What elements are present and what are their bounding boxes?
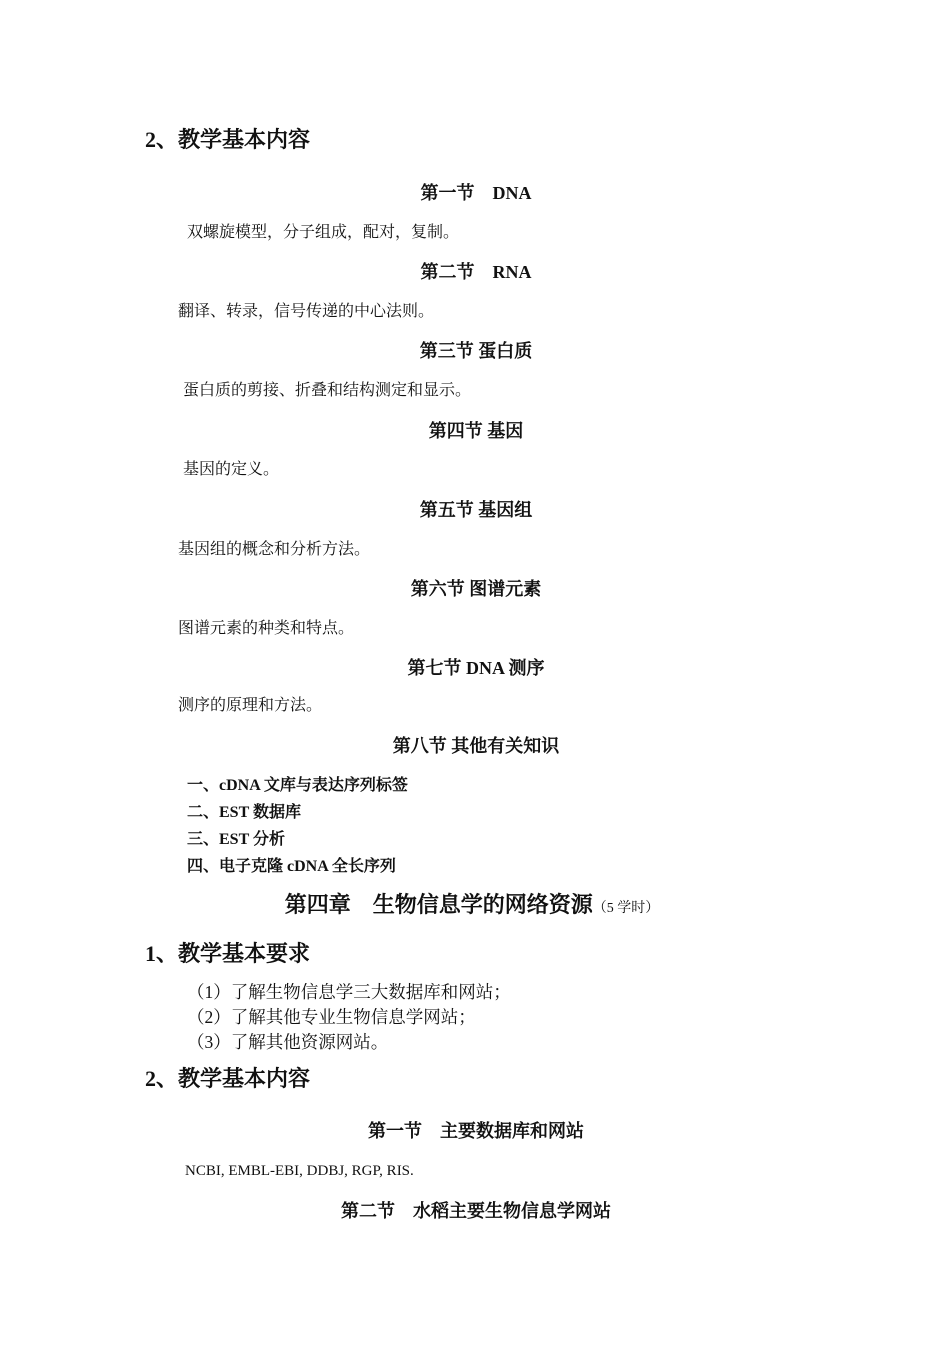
section-body: 翻译、转录，信号传递的中心法则。 <box>178 303 435 320</box>
requirements-heading: 1、教学基本要求 <box>145 941 311 966</box>
list-item: 一、cDNA 文库与表达序列标签 <box>187 777 408 794</box>
requirement-item: （3）了解其他资源网站。 <box>187 1032 389 1052</box>
section-title: 第二节 水稻主要生物信息学网站 <box>341 1201 611 1221</box>
chapter-title-text: 第四章 生物信息学的网络资源 <box>284 892 593 917</box>
section-body: 基因组的概念和分析方法。 <box>178 541 371 558</box>
section-title: 第五节 基因组 <box>419 500 533 520</box>
section-title: 第二节 RNA <box>420 262 532 282</box>
section-body: 双螺旋模型，分子组成，配对，复制。 <box>187 224 460 241</box>
section-title: 第一节 主要数据库和网站 <box>368 1121 584 1141</box>
requirement-item: （1）了解生物信息学三大数据库和网站； <box>187 982 511 1002</box>
chapter-hours: （5 学时） <box>592 901 660 916</box>
section-title: 第七节 DNA 测序 <box>407 658 545 678</box>
section-title: 第四节 基因 <box>428 421 524 441</box>
list-item: 二、EST 数据库 <box>187 804 301 821</box>
section-title: 第八节 其他有关知识 <box>392 736 560 756</box>
content-heading: 2、教学基本内容 <box>145 127 311 152</box>
list-item: 三、EST 分析 <box>187 831 285 848</box>
section-body: 图谱元素的种类和特点。 <box>178 620 355 637</box>
section-title: 第一节 DNA <box>420 183 532 203</box>
section-body: 蛋白质的剪接、折叠和结构测定和显示。 <box>183 382 472 399</box>
chapter-title <box>0 891 944 923</box>
section-body: 基因的定义。 <box>183 461 280 478</box>
content-heading: 2、教学基本内容 <box>145 1066 311 1091</box>
section-body: NCBI, EMBL-EBI, DDBJ, RGP, RIS. <box>185 1163 414 1179</box>
section-title: 第三节 蛋白质 <box>419 341 533 361</box>
requirement-item: （2）了解其他专业生物信息学网站； <box>187 1007 476 1027</box>
section-title: 第六节 图谱元素 <box>410 579 542 599</box>
section-body: 测序的原理和方法。 <box>178 697 323 714</box>
list-item: 四、电子克隆 cDNA 全长序列 <box>187 858 396 875</box>
